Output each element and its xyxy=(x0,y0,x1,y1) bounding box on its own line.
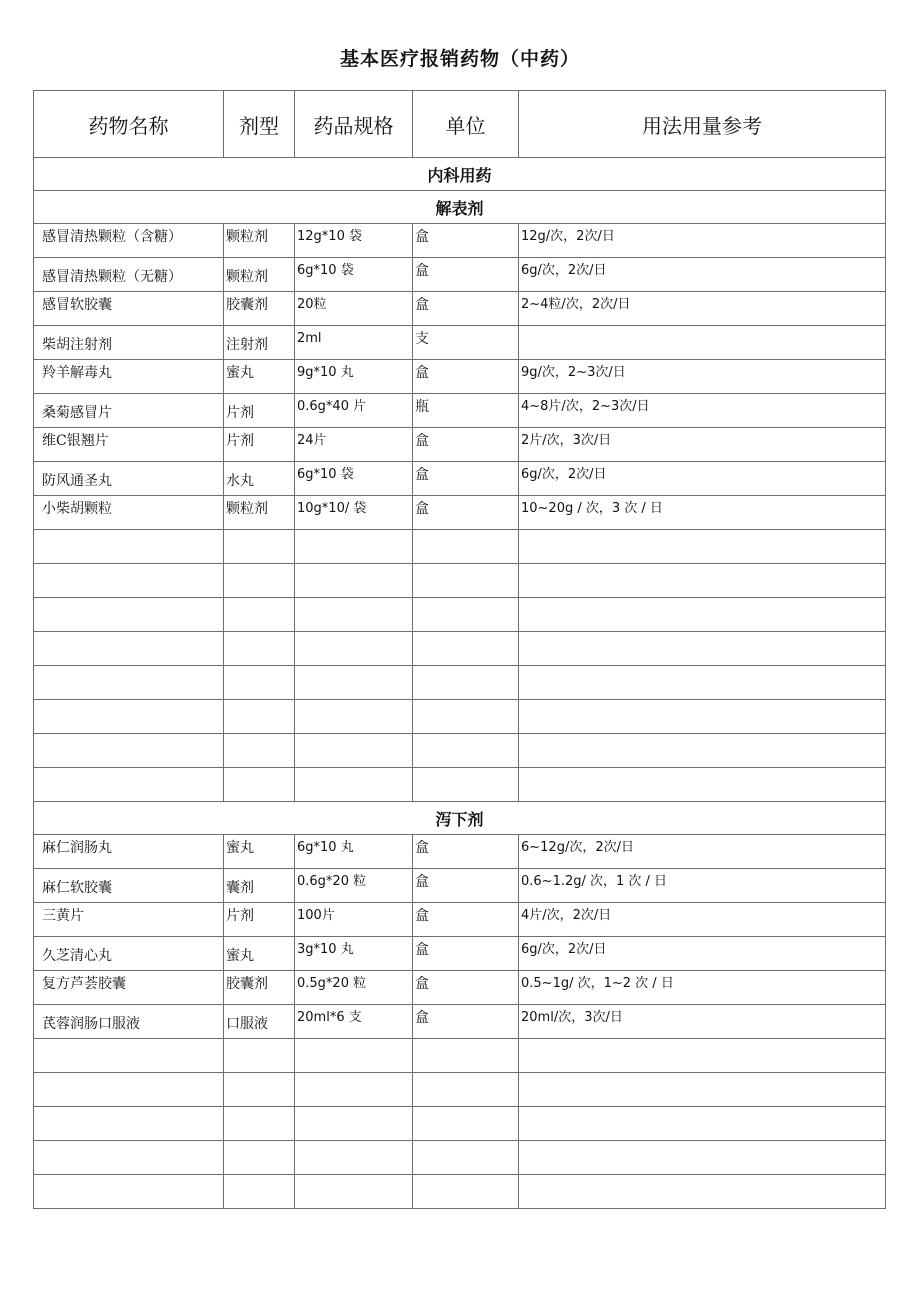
cell-form xyxy=(224,394,295,428)
page-title: 基本医疗报销药物（中药） xyxy=(339,48,580,70)
cell-unit xyxy=(413,258,519,292)
empty-cell xyxy=(34,1141,224,1175)
empty-cell xyxy=(224,1141,295,1175)
header-spec: 药品规格 xyxy=(295,91,413,158)
cell-usage-text: 2片/次，3次/日 xyxy=(521,433,612,448)
empty-row xyxy=(34,530,886,564)
empty-cell xyxy=(295,1175,413,1209)
cell-spec-text: 100片 xyxy=(297,908,335,923)
cell-unit-text: 盒 xyxy=(415,942,429,958)
cell-unit xyxy=(413,903,519,937)
cell-unit-text: 盒 xyxy=(415,467,429,483)
cell-usage xyxy=(519,971,886,1005)
section-row xyxy=(34,802,886,835)
cell-unit xyxy=(413,462,519,496)
cell-name xyxy=(34,869,224,903)
cell-form xyxy=(224,428,295,462)
empty-cell xyxy=(224,700,295,734)
empty-cell xyxy=(224,1073,295,1107)
empty-row xyxy=(34,700,886,734)
empty-cell xyxy=(295,564,413,598)
empty-cell xyxy=(224,1175,295,1209)
cell-unit xyxy=(413,937,519,971)
cell-spec xyxy=(295,258,413,292)
cell-spec xyxy=(295,835,413,869)
header-form: 剂型 xyxy=(224,91,295,158)
empty-cell xyxy=(295,530,413,564)
cell-name-text: 复方芦荟胶囊 xyxy=(42,976,126,992)
empty-cell xyxy=(413,530,519,564)
header-usage: 用法用量参考 xyxy=(519,91,886,158)
empty-cell xyxy=(519,1175,886,1209)
empty-cell xyxy=(519,1141,886,1175)
empty-cell xyxy=(519,564,886,598)
cell-spec xyxy=(295,360,413,394)
empty-row xyxy=(34,1141,886,1175)
empty-cell xyxy=(413,1039,519,1073)
cell-unit-text: 盒 xyxy=(415,297,429,313)
cell-usage-text: 20ml/次，3次/日 xyxy=(521,1010,623,1025)
cell-spec-text: 6g*10 袋 xyxy=(297,263,354,278)
cell-spec xyxy=(295,971,413,1005)
cell-name-text: 感冒清热颗粒（含糖） xyxy=(42,229,182,245)
cell-usage xyxy=(519,1005,886,1039)
cell-form xyxy=(224,903,295,937)
table-row xyxy=(34,292,886,326)
cell-form-text: 蜜丸 xyxy=(226,365,254,381)
cell-form-text: 片剂 xyxy=(226,433,254,449)
cell-name xyxy=(34,835,224,869)
empty-row xyxy=(34,1107,886,1141)
cell-spec-text: 0.6g*20 粒 xyxy=(297,874,367,889)
cell-name-text: 感冒软胶囊 xyxy=(42,297,112,313)
cell-form-text: 片剂 xyxy=(226,908,254,924)
cell-unit-text: 盒 xyxy=(415,874,429,890)
cell-unit xyxy=(413,496,519,530)
empty-cell xyxy=(224,530,295,564)
section-internal-medicine: 内科用药 xyxy=(34,158,886,191)
cell-unit xyxy=(413,869,519,903)
cell-spec xyxy=(295,394,413,428)
cell-usage xyxy=(519,869,886,903)
cell-usage xyxy=(519,360,886,394)
empty-cell xyxy=(34,632,224,666)
cell-unit-text: 盒 xyxy=(415,365,429,381)
cell-spec xyxy=(295,937,413,971)
cell-spec xyxy=(295,496,413,530)
cell-unit xyxy=(413,428,519,462)
empty-cell xyxy=(295,768,413,802)
cell-name-text: 麻仁润肠丸 xyxy=(42,840,112,856)
cell-usage xyxy=(519,496,886,530)
empty-cell xyxy=(34,1107,224,1141)
cell-spec xyxy=(295,224,413,258)
cell-spec xyxy=(295,292,413,326)
table-row xyxy=(34,462,886,496)
cell-name-text: 柴胡注射剂 xyxy=(42,337,112,353)
cell-name xyxy=(34,462,224,496)
cell-form xyxy=(224,462,295,496)
cell-usage-text: 6~12g/次，2次/日 xyxy=(521,840,634,855)
table-row xyxy=(34,258,886,292)
empty-row xyxy=(34,564,886,598)
cell-name-text: 感冒清热颗粒（无糖） xyxy=(42,269,182,285)
cell-form xyxy=(224,292,295,326)
cell-spec xyxy=(295,462,413,496)
cell-usage-text: 9g/次，2~3次/日 xyxy=(521,365,626,380)
cell-unit-text: 瓶 xyxy=(415,399,429,415)
table-row xyxy=(34,937,886,971)
cell-usage-text: 0.6~1.2g/ 次，1 次 / 日 xyxy=(521,874,668,889)
cell-usage xyxy=(519,326,886,360)
cell-spec-text: 20ml*6 支 xyxy=(297,1010,362,1025)
cell-name-text: 羚羊解毒丸 xyxy=(42,365,112,381)
table-row xyxy=(34,1005,886,1039)
cell-usage-text: 10~20g / 次，3 次 / 日 xyxy=(521,501,663,516)
cell-name-text: 防风通圣丸 xyxy=(42,473,112,489)
cell-name-text: 久芝清心丸 xyxy=(42,948,112,964)
header-unit: 单位 xyxy=(413,91,519,158)
empty-row xyxy=(34,598,886,632)
empty-cell xyxy=(413,1073,519,1107)
empty-cell xyxy=(413,666,519,700)
section-xiexia: 泻下剂 xyxy=(34,802,886,835)
cell-form xyxy=(224,326,295,360)
empty-cell xyxy=(413,632,519,666)
cell-usage xyxy=(519,903,886,937)
cell-spec-text: 0.6g*40 片 xyxy=(297,399,367,414)
empty-cell xyxy=(519,530,886,564)
table-row xyxy=(34,835,886,869)
cell-spec-text: 9g*10 丸 xyxy=(297,365,354,380)
cell-name-text: 小柴胡颗粒 xyxy=(42,501,112,517)
empty-row xyxy=(34,768,886,802)
empty-cell xyxy=(295,598,413,632)
empty-cell xyxy=(34,1175,224,1209)
cell-usage-text: 6g/次，2次/日 xyxy=(521,263,607,278)
cell-unit xyxy=(413,394,519,428)
empty-cell xyxy=(413,768,519,802)
cell-name xyxy=(34,326,224,360)
cell-usage xyxy=(519,937,886,971)
cell-unit xyxy=(413,1005,519,1039)
empty-cell xyxy=(34,700,224,734)
table-row xyxy=(34,971,886,1005)
cell-name-text: 三黄片 xyxy=(42,908,84,924)
header-row xyxy=(34,91,886,158)
empty-cell xyxy=(413,564,519,598)
empty-cell xyxy=(413,734,519,768)
cell-spec-text: 24片 xyxy=(297,433,327,448)
drug-table xyxy=(33,90,886,1209)
cell-usage-text: 2~4粒/次，2次/日 xyxy=(521,297,631,312)
cell-usage-text xyxy=(519,326,885,330)
cell-form-text: 胶囊剂 xyxy=(226,976,268,992)
empty-cell xyxy=(519,768,886,802)
cell-name-text: 维C银翘片 xyxy=(42,433,109,449)
cell-usage-text: 12g/次，2次/日 xyxy=(521,229,615,244)
cell-name-text: 麻仁软胶囊 xyxy=(42,880,112,896)
empty-cell xyxy=(34,1073,224,1107)
table-row xyxy=(34,869,886,903)
cell-form xyxy=(224,224,295,258)
cell-name xyxy=(34,292,224,326)
empty-cell xyxy=(413,598,519,632)
cell-name xyxy=(34,360,224,394)
cell-spec-text: 3g*10 丸 xyxy=(297,942,354,957)
empty-cell xyxy=(224,632,295,666)
cell-spec-text: 0.5g*20 粒 xyxy=(297,976,367,991)
empty-cell xyxy=(295,1073,413,1107)
empty-row xyxy=(34,632,886,666)
cell-spec-text: 6g*10 丸 xyxy=(297,840,354,855)
empty-cell xyxy=(224,598,295,632)
cell-form-text: 颗粒剂 xyxy=(226,269,268,285)
cell-spec-text: 6g*10 袋 xyxy=(297,467,354,482)
empty-cell xyxy=(295,666,413,700)
cell-usage xyxy=(519,835,886,869)
cell-spec xyxy=(295,428,413,462)
empty-cell xyxy=(34,530,224,564)
table-row xyxy=(34,903,886,937)
cell-unit xyxy=(413,360,519,394)
empty-cell xyxy=(224,666,295,700)
table-row xyxy=(34,496,886,530)
cell-form-text: 蜜丸 xyxy=(226,840,254,856)
empty-cell xyxy=(34,564,224,598)
empty-cell xyxy=(295,700,413,734)
cell-form-text: 口服液 xyxy=(226,1016,268,1032)
empty-cell xyxy=(519,632,886,666)
table-row xyxy=(34,224,886,258)
cell-name-text: 桑菊感冒片 xyxy=(42,405,112,421)
cell-usage xyxy=(519,292,886,326)
empty-cell xyxy=(295,1039,413,1073)
cell-unit-text: 盒 xyxy=(415,976,429,992)
section-row xyxy=(34,191,886,224)
cell-usage-text: 6g/次，2次/日 xyxy=(521,942,607,957)
empty-cell xyxy=(224,768,295,802)
cell-form-text: 注射剂 xyxy=(226,337,268,353)
cell-form-text: 胶囊剂 xyxy=(226,297,268,313)
empty-row xyxy=(34,1039,886,1073)
header-name: 药物名称 xyxy=(34,91,224,158)
cell-form-text: 水丸 xyxy=(226,473,254,489)
empty-cell xyxy=(519,1107,886,1141)
empty-cell xyxy=(34,1039,224,1073)
empty-cell xyxy=(413,700,519,734)
empty-cell xyxy=(295,734,413,768)
cell-usage xyxy=(519,462,886,496)
empty-cell xyxy=(34,666,224,700)
cell-name xyxy=(34,224,224,258)
cell-usage-text: 0.5~1g/ 次，1~2 次 / 日 xyxy=(521,976,674,991)
cell-spec xyxy=(295,326,413,360)
empty-cell xyxy=(34,768,224,802)
table-row xyxy=(34,360,886,394)
empty-cell xyxy=(295,632,413,666)
cell-form xyxy=(224,937,295,971)
cell-form-text: 颗粒剂 xyxy=(226,229,268,245)
cell-spec-text: 2ml xyxy=(297,331,322,346)
empty-row xyxy=(34,734,886,768)
cell-unit-text: 盒 xyxy=(415,263,429,279)
cell-usage xyxy=(519,224,886,258)
cell-form xyxy=(224,835,295,869)
cell-unit-text: 盒 xyxy=(415,1010,429,1026)
cell-name xyxy=(34,428,224,462)
section-row xyxy=(34,158,886,191)
cell-unit xyxy=(413,224,519,258)
cell-form-text: 片剂 xyxy=(226,405,254,421)
cell-form xyxy=(224,869,295,903)
empty-cell xyxy=(413,1141,519,1175)
cell-name-text: 芪蓉润肠口服液 xyxy=(42,1016,140,1032)
cell-unit-text: 盒 xyxy=(415,840,429,856)
cell-spec-text: 12g*10 袋 xyxy=(297,229,362,244)
cell-unit-text: 盒 xyxy=(415,908,429,924)
empty-cell xyxy=(413,1175,519,1209)
empty-cell xyxy=(519,1073,886,1107)
cell-name xyxy=(34,394,224,428)
empty-cell xyxy=(34,734,224,768)
cell-unit-text: 盒 xyxy=(415,433,429,449)
cell-spec xyxy=(295,903,413,937)
empty-cell xyxy=(519,1039,886,1073)
cell-spec-text: 20粒 xyxy=(297,297,327,312)
empty-cell xyxy=(224,564,295,598)
empty-cell xyxy=(519,666,886,700)
cell-name xyxy=(34,903,224,937)
cell-spec-text: 10g*10/ 袋 xyxy=(297,501,367,516)
cell-unit xyxy=(413,326,519,360)
cell-usage xyxy=(519,428,886,462)
cell-name xyxy=(34,1005,224,1039)
cell-name xyxy=(34,258,224,292)
empty-row xyxy=(34,1175,886,1209)
empty-cell xyxy=(224,734,295,768)
empty-cell xyxy=(519,700,886,734)
cell-unit-text: 盒 xyxy=(415,229,429,245)
cell-unit xyxy=(413,971,519,1005)
cell-unit-text: 盒 xyxy=(415,501,429,517)
table-row xyxy=(34,326,886,360)
cell-name xyxy=(34,937,224,971)
cell-form xyxy=(224,971,295,1005)
empty-row xyxy=(34,666,886,700)
empty-cell xyxy=(34,598,224,632)
section-jiebiao: 解表剂 xyxy=(34,191,886,224)
cell-unit-text: 支 xyxy=(415,331,429,347)
cell-form-text: 颗粒剂 xyxy=(226,501,268,517)
cell-spec xyxy=(295,1005,413,1039)
empty-cell xyxy=(413,1107,519,1141)
cell-unit xyxy=(413,292,519,326)
table-row xyxy=(34,428,886,462)
cell-form xyxy=(224,1005,295,1039)
cell-usage-text: 4片/次，2次/日 xyxy=(521,908,612,923)
cell-usage-text: 6g/次，2次/日 xyxy=(521,467,607,482)
cell-usage xyxy=(519,258,886,292)
empty-cell xyxy=(519,734,886,768)
cell-name xyxy=(34,496,224,530)
cell-name xyxy=(34,971,224,1005)
cell-usage xyxy=(519,394,886,428)
cell-spec xyxy=(295,869,413,903)
empty-cell xyxy=(295,1141,413,1175)
empty-row xyxy=(34,1073,886,1107)
cell-form xyxy=(224,496,295,530)
cell-unit xyxy=(413,835,519,869)
cell-form xyxy=(224,360,295,394)
empty-cell xyxy=(224,1039,295,1073)
empty-cell xyxy=(295,1107,413,1141)
cell-form-text: 囊剂 xyxy=(226,880,254,896)
empty-cell xyxy=(519,598,886,632)
cell-form xyxy=(224,258,295,292)
cell-usage-text: 4~8片/次，2~3次/日 xyxy=(521,399,650,414)
table-row xyxy=(34,394,886,428)
empty-cell xyxy=(224,1107,295,1141)
cell-form-text: 蜜丸 xyxy=(226,948,254,964)
